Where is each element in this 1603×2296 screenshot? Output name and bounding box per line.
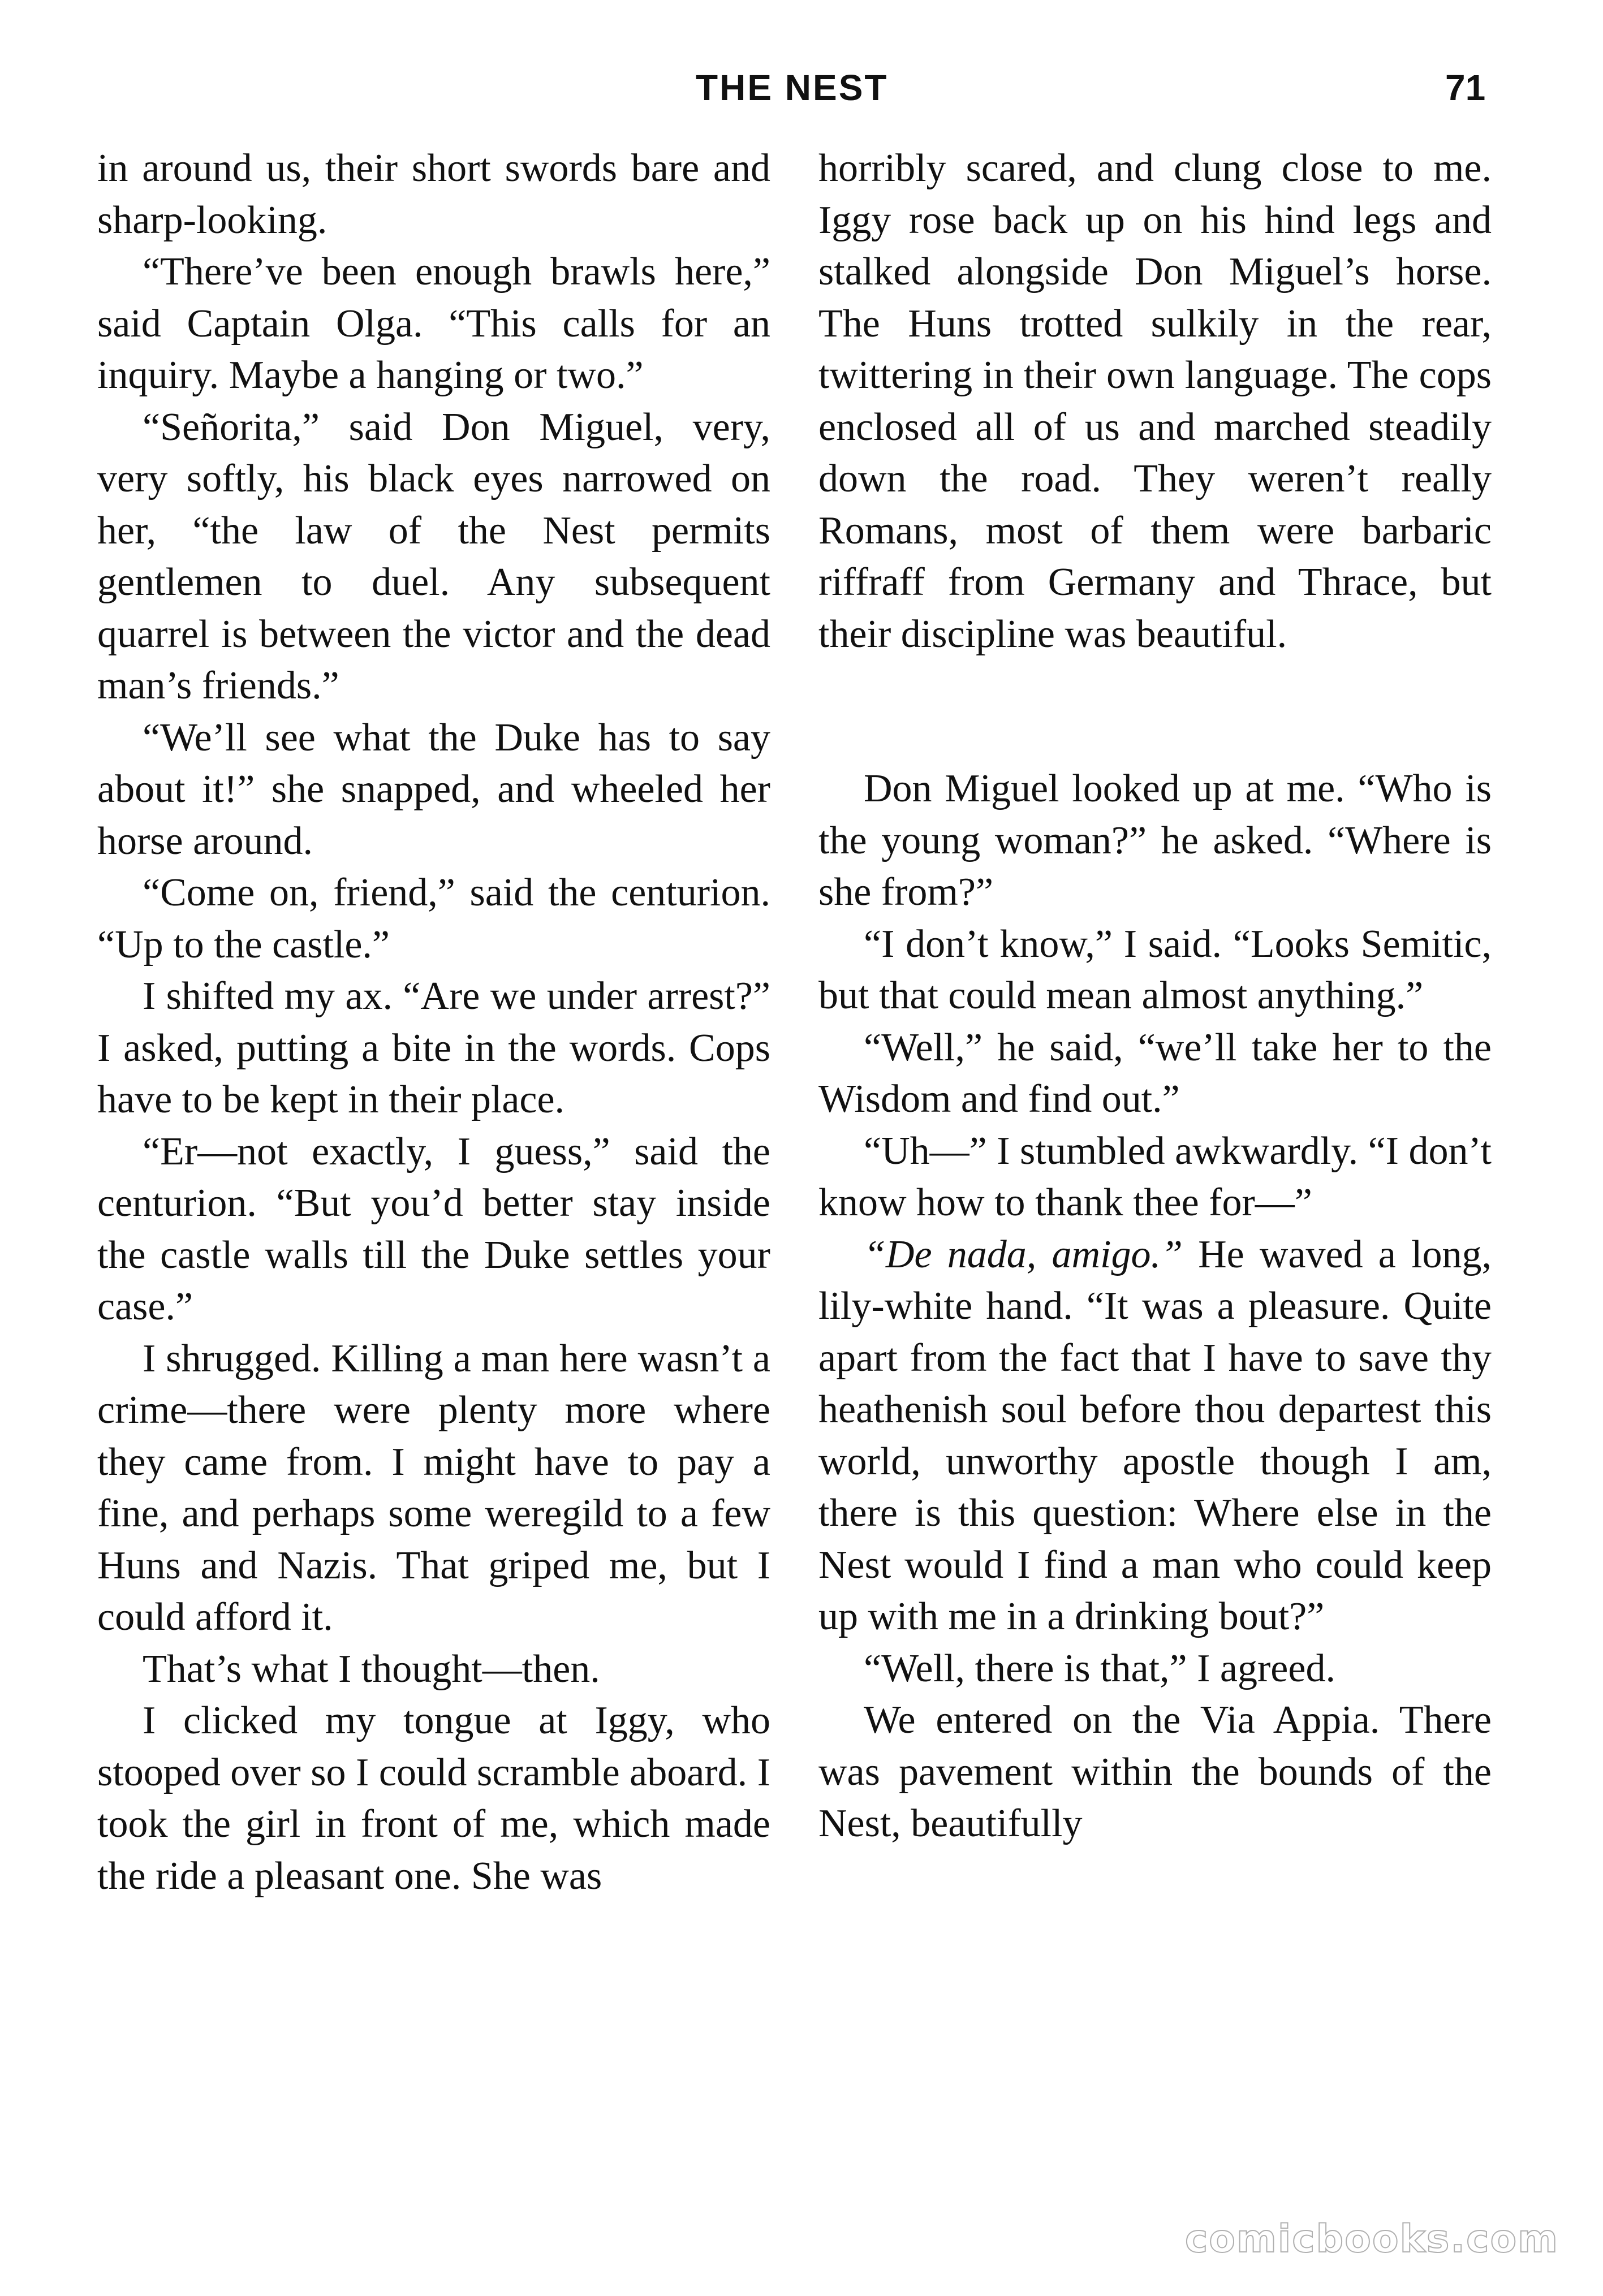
paragraph: “There’ve been enough brawls here,” said Captain Olga. “This calls for an inquiry. Maybe a hanging or two.” — [97, 250, 770, 397]
running-title: THE NEST — [696, 67, 889, 108]
left-column — [97, 143, 770, 1902]
paragraph: I clicked my tongue at Iggy, who stooped over so I could scramble aboard. I took the girl in front of me, which made the ride a pleasant one. She was — [97, 1699, 770, 1898]
paragraph — [818, 1229, 1492, 1643]
paragraph: “Er—not exactly, I guess,” said the centurion. “But you’d better stay inside the castle walls till the Duke settles your case.” — [97, 1129, 770, 1328]
right-column — [818, 143, 1492, 1850]
paragraph: That’s what I thought—then. — [143, 1647, 600, 1691]
italic-phrase: “De nada, amigo.” — [864, 1232, 1183, 1276]
paragraph: “Uh—” I stumbled awkwardly. “I don’t know how to thank thee for—” — [818, 1129, 1492, 1224]
paragraph: “Señorita,” said Don Miguel, very, very softly, his black eyes narrowed on her, “the law of the Nest permits gentlemen to duel. Any subsequent quarrel is between the victor and the dead man’s friends.” — [97, 405, 770, 707]
paragraph: Don Miguel looked up at me. “Who is the young woman?” he asked. “Where is she from?” — [818, 767, 1492, 914]
paragraph: in around us, their short swords bare and sharp-looking. — [97, 146, 770, 242]
paragraph: We entered on the Via Appia. There was pavement within the bounds of the Nest, beautifully — [818, 1698, 1492, 1845]
paragraph: “I don’t know,” I said. “Looks Semitic, but that could mean almost anything.” — [818, 922, 1492, 1017]
paragraph: I shifted my ax. “Are we under arrest?” I asked, putting a bite in the words. Cops have to be kept in their place. — [97, 974, 770, 1121]
paragraph: “We’ll see what the Duke has to say about it!” she snapped, and wheeled her horse around. — [97, 715, 770, 863]
running-head — [0, 67, 1603, 129]
paragraph: “Well,” he said, “we’ll take her to the Wisdom and find out.” — [818, 1025, 1492, 1121]
page-number: 71 — [1445, 67, 1486, 108]
watermark: comicbooks.com — [1185, 2217, 1559, 2262]
paragraph-rest: He waved a long, lily-white hand. “It was a pleasure. Quite apart from the fact that I have to save thy heathenish soul before thou departest this world, unworthy apostle though I am, there is this question: Where else in the Nest would I find a man who could keep up with me in a drinking bout?” — [818, 1232, 1492, 1638]
paragraph: “Well, there is that,” I agreed. — [864, 1646, 1335, 1690]
paragraph: horribly scared, and clung close to me. Iggy rose back up on his hind legs and stalked alongside Don Miguel’s horse. The Huns trotted sulkily in the rear, twittering in their own language. The cops enclosed all of us and marched steadily down the road. They weren’t really Romans, most of them were barbaric riffraff from Germany and Thrace, but their discipline was beautiful. — [818, 146, 1492, 656]
paragraph: “Come on, friend,” said the centurion. “Up to the castle.” — [97, 871, 770, 966]
paragraph: I shrugged. Killing a man here wasn’t a crime—there were plenty more where they came from. I might have to pay a fine, and perhaps some weregild to a few Huns and Nazis. That griped me, but I could afford it. — [97, 1336, 770, 1639]
